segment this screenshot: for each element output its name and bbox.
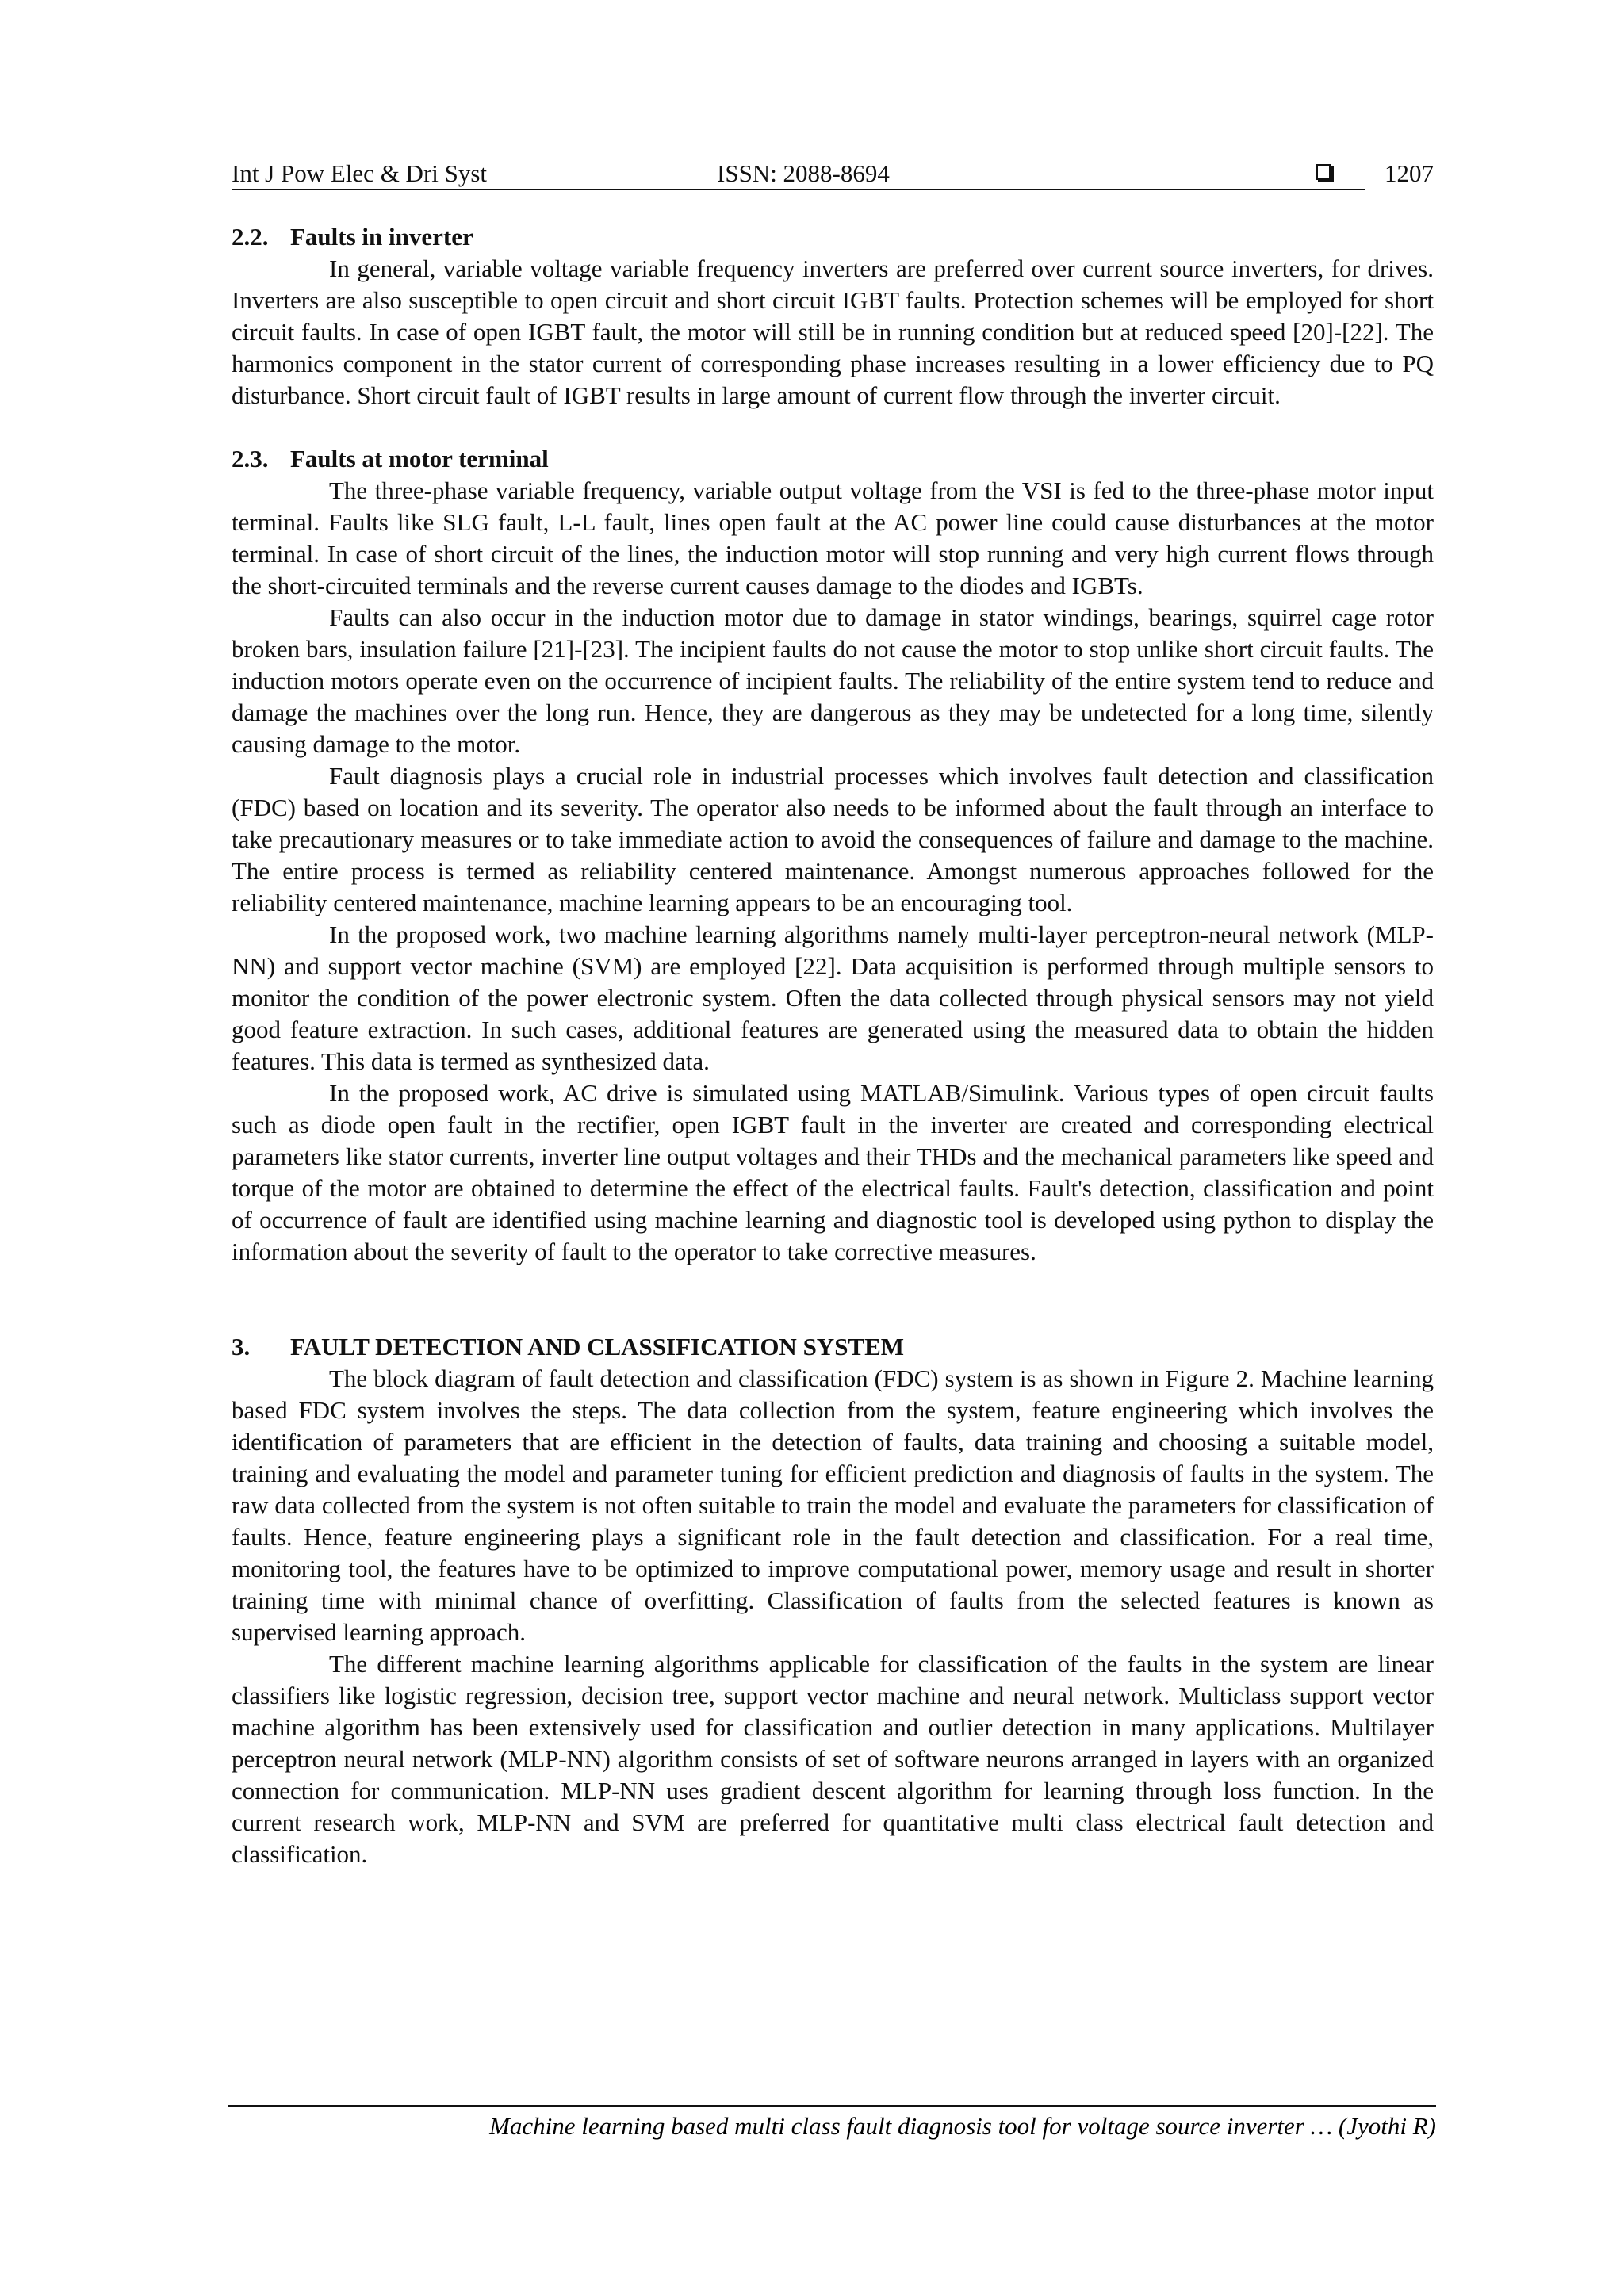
issn: ISSN: 2088-8694 — [717, 159, 890, 187]
subsection-faults-at-motor-terminal — [232, 443, 1434, 1268]
paragraph: The three-phase variable frequency, variable output voltage from the VSI is fed to the three-phase motor input terminal. Faults like SLG fault, L-L fault, lines open fault at the AC power line could cause disturbances at the motor terminal. In case of short circuit of the lines, the induction motor will stop running and very high current flows through the short-circuited terminals and the reverse current causes damage to the diodes and IGBTs. — [232, 476, 1434, 599]
section-heading — [232, 1331, 1434, 1363]
running-header — [232, 158, 1434, 189]
paragraph: In the proposed work, AC drive is simulated using MATLAB/Simulink. Various types of open circuit faults such as diode open fault in the rectifier, open IGBT fault in the inverter are created and corresponding electrical parameters like stator currents, inverter line output voltages and their THDs and the mechanical parameters like speed and torque of the motor are obtained to determine the effect of the electrical faults. Fault's detection, classification and point of occurrence of fault are identified using machine learning and diagnostic tool is developed using python to display the information about the severity of fault to the operator to take corrective measures. — [232, 1079, 1434, 1265]
header-rule — [232, 189, 1365, 190]
subsection-title: Faults in inverter — [290, 223, 473, 251]
paragraph: In the proposed work, two machine learning algorithms namely multi-layer perceptron-neural network (MLP-NN) and support vector machine (SVM) are employed [22]. Data acquisition is performed through multiple sensors to monitor the condition of the power electronic system. Often the data collected through physical sensors may not yield good feature extraction. In such cases, additional features are generated using the measured data to obtain the hidden features. This data is termed as synthesized data. — [232, 920, 1434, 1075]
paragraph: The block diagram of fault detection and classification (FDC) system is as shown in Figure 2. Machine learning based FDC system involves the steps. The data collection from the system, feature engineering which involves the identification of parameters that are efficient in the detection of faults, data training and choosing a suitable model, training and evaluating the model and parameter tuning for efficient prediction and diagnosis of faults in the system. The raw data collected from the system is not often suitable to train the model and evaluate the parameters for classification of faults. Hence, feature engineering plays a significant role in the fault detection and classification. For a real time, monitoring tool, the features have to be optimized to improve computational power, memory usage and result in shorter training time with minimal chance of overfitting. Classification of faults from the selected features is known as supervised learning approach. — [232, 1364, 1434, 1646]
subsection-number: 2.3. — [232, 445, 269, 473]
subsection-number: 2.2. — [232, 223, 269, 251]
running-footer-title: Machine learning based multi class fault diagnosis tool for voltage source inverter … (Jyothi R) — [489, 2112, 1436, 2140]
section-fault-detection-and-classification — [232, 1331, 1434, 1870]
journal-name: Int J Pow Elec & Dri Syst — [232, 159, 488, 187]
paragraph: In general, variable voltage variable frequency inverters are preferred over current source inverters, for drives. Inverters are also susceptible to open circuit and short circuit IGBT faults. Protection schemes will be employed for short circuit faults. In case of open IGBT fault, the motor will still be in running condition but at reduced speed [20]-[22]. The harmonics component in the stator current of corresponding phase increases resulting in a lower efficiency due to PQ disturbance. Short circuit fault of IGBT results in large amount of current flow through the inverter circuit. — [232, 254, 1434, 409]
page-number: 1207 — [1385, 159, 1434, 187]
footer-rule — [228, 2105, 1436, 2107]
subsection-heading — [232, 221, 1434, 253]
subsection-faults-in-inverter — [232, 221, 1434, 411]
paragraph: Fault diagnosis plays a crucial role in industrial processes which involves fault detection and classification (FDC) based on location and its severity. The operator also needs to be informed about the fault through an interface to take precautionary measures or to take immediate action to avoid the consequences of failure and damage to the machine. The entire process is termed as reliability centered maintenance. Amongst numerous approaches followed for the reliability centered maintenance, machine learning appears to be an encouraging tool. — [232, 762, 1434, 916]
paragraph: Faults can also occur in the induction motor due to damage in stator windings, bearings, squirrel cage rotor broken bars, insulation failure [21]-[23]. The incipient faults do not cause the motor to stop unlike short circuit faults. The induction motors operate even on the occurrence of incipient faults. The reliability of the entire system tend to reduce and damage the machines over the long run. Hence, they are dangerous as they may be undetected for a long time, silently causing damage to the motor. — [232, 603, 1434, 758]
square-bullet-icon — [1316, 164, 1331, 180]
subsection-heading — [232, 443, 1434, 475]
paragraph: The different machine learning algorithms applicable for classification of the faults in the system are linear classifiers like logistic regression, decision tree, support vector machine and neural network. Multiclass support vector machine algorithm has been extensively used for classification and outlier detection in many applications. Multilayer perceptron neural network (MLP-NN) algorithm consists of set of software neurons arranged in layers with an organized connection for communication. MLP-NN uses gradient descent algorithm for learning through loss function. In the current research work, MLP-NN and SVM are preferred for quantitative multi class electrical fault detection and classification. — [232, 1650, 1434, 1868]
section-title: FAULT DETECTION AND CLASSIFICATION SYSTEM — [290, 1333, 905, 1360]
subsection-title: Faults at motor terminal — [290, 445, 549, 473]
section-number: 3. — [232, 1333, 251, 1360]
body-text — [232, 221, 1434, 1870]
